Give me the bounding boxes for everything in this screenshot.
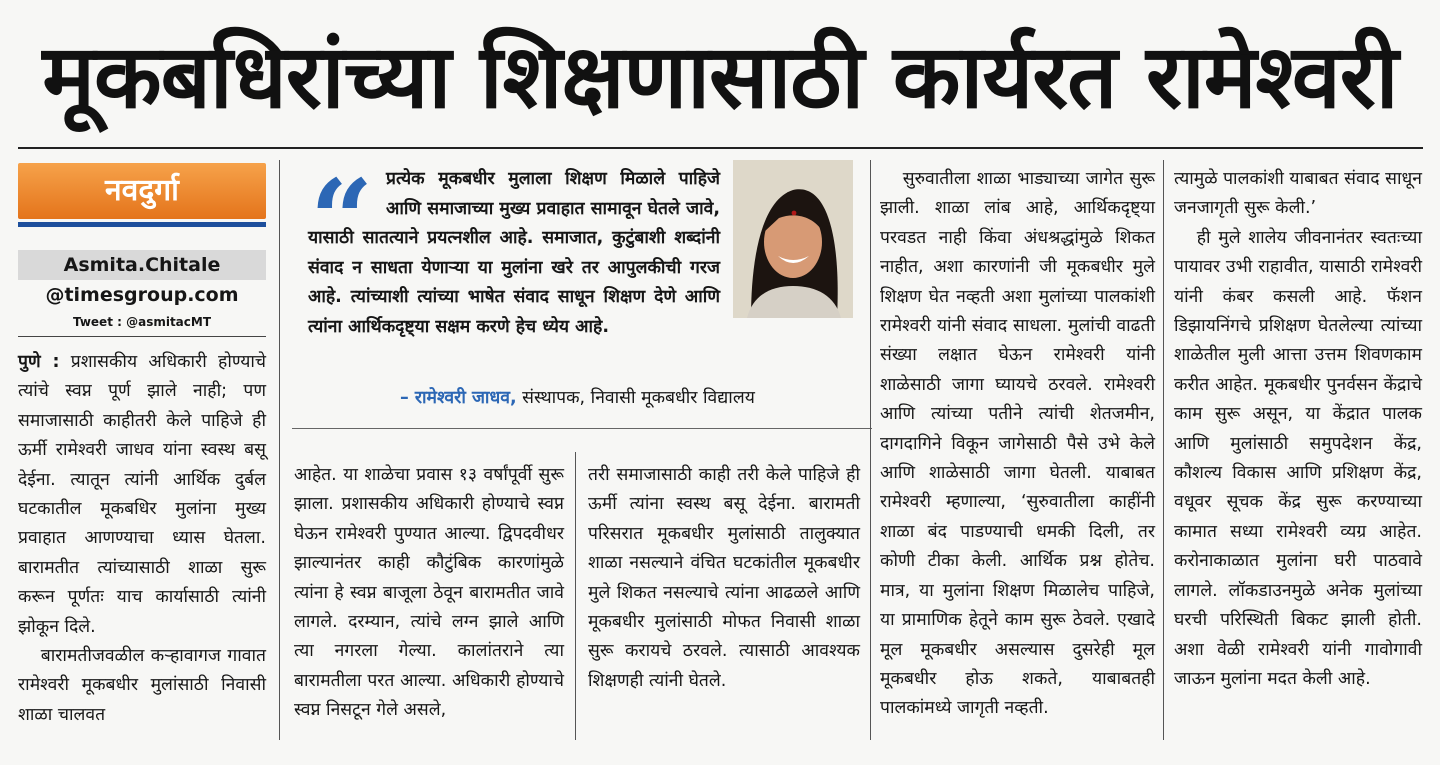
- author-name: Asmita.Chitale: [18, 250, 266, 280]
- paragraph: ही मुले शालेय जीवनानंतर स्वतःच्या पायावर उभी राहावीत, यासाठी रामेश्वरी यांनी कंबर कसली आहे. फॅशन डिझायनिंगचे प्रशिक्षण घेतलेल्या त्यांच्या शाळेतील मुली आत्ता उत्तम शिवणकाम करीत आहेत. मूकबधीर पुनर्वसन केंद्राचे काम सुरू असून, या केंद्रात पालक आणि मुलांसाठी समुपदेशन केंद्र, कौशल्य विकास आणि प्रशिक्षण केंद्र, वधूवर सूचक केंद्र सुरू करण्याच्या कामात सध्या रामेश्वरी व्यग्र आहेत. करोनाकाळात मुलांना घरी पाठवावे लागले. लॉकडाउनमुळे अनेक मुलांच्या घरची परिस्थिती बिकट झाली होती. अशा वेळी रामेश्वरी यांनी गावोगावी जाऊन मुलांना मदत केली आहे.: [1174, 227, 1422, 689]
- section-tag-underline: [18, 222, 266, 227]
- author-email: @timesgroup.com: [45, 284, 239, 306]
- column-3: [588, 461, 860, 696]
- column-4: [880, 165, 1155, 724]
- attribution-role: संस्थापक, निवासी मूकबधीर विद्यालय: [516, 388, 755, 408]
- author-tweet: Tweet : @asmitacMT: [72, 315, 212, 329]
- author-rule: [18, 336, 266, 337]
- paragraph: बारामतीजवळील कऱ्हावागज गावात रामेश्वरी मूकबधीर मुलांसाठी निवासी शाळा चालवत: [18, 646, 266, 725]
- paragraph: त्यामुळे पालकांशी याबाबत संवाद साधून जनजागृती सुरू केली.’: [1174, 169, 1422, 219]
- quote-attribution: [400, 384, 850, 412]
- column-divider: [575, 452, 576, 740]
- column-divider: [1163, 160, 1164, 740]
- dateline: पुणे :: [18, 352, 60, 372]
- column-1: [18, 348, 266, 730]
- headline: मूकबधिरांच्या शिक्षणासाठी कार्यरत रामेश्वरी: [42, 25, 1398, 128]
- section-tag-label: नवदुर्गा: [105, 173, 179, 208]
- column-divider: [870, 160, 871, 740]
- column-2: [294, 461, 564, 726]
- paragraph: आहेत. या शाळेचा प्रवास १३ वर्षांपूर्वी सुरू झाला. प्रशासकीय अधिकारी होण्याचे स्वप्न घेऊन रामेश्वरी पुण्यात आल्या. द्विपदवीधर झाल्यानंतर काही कौटुंबिक कारणांमुळे त्यांना हे स्वप्न बाजूला ठेवून बारामतीत जावे लागले. दरम्यान, त्यांचे लग्न झाले आणि त्या नगरला गेल्या. कालांतराने त्या बारामतीला परत आल्या. अधिकारी होण्याचे स्वप्न निसटून गेले असले,: [294, 465, 564, 721]
- column-divider: [279, 160, 280, 740]
- paragraph: [18, 348, 266, 642]
- column-5: [1174, 165, 1422, 694]
- portrait-photo-image: [733, 160, 853, 318]
- quote-rule: [292, 428, 872, 429]
- attribution-name: – रामेश्वरी जाधव,: [400, 388, 517, 408]
- paragraph-text: प्रशासकीय अधिकारी होण्याचे त्यांचे स्वप्न पूर्ण झाले नाही; पण समाजासाठी काहीतरी केले पाहिजे ही ऊर्मी रामेश्वरी जाधव यांना स्वस्थ बसू देईना. त्यातून त्यांनी आर्थिक दुर्बल घटकातील मूकबधिर मुलांना मुख्य प्रवाहात आणण्याचा ध्यास घेतला. बारामतीत त्यांच्यासाठी शाळा सुरू करून पूर्णतः याच कार्यासाठी त्यांनी झोकून दिले.: [18, 352, 266, 637]
- paragraph: सुरुवातीला शाळा भाड्याच्या जागेत सुरू झाली. शाळा लांब आहे, आर्थिकदृष्ट्या परवडत नाही किंवा अंधश्रद्धांमुळे शिकत नाहीत, अशा कारणांनी जी मूकबधीर मुले शिक्षण घेत नव्हती अशा मुलांच्या पालकांशी रामेश्वरी यांनी संवाद साधला. मुलांची वाढती संख्या लक्षात घेऊन रामेश्वरी यांनी शाळेसाठी जागा घ्यायचे ठरवले. रामेश्वरी आणि त्यांच्या पतीने त्यांची शेतजमीन, दागदागिने विकून जागेसाठी पैसे उभे केले आणि शाळेसाठी जागा घेतली. याबाबत रामेश्वरी म्हणाल्या, ‘सुरुवातीला काहींनी शाळा बंद पाडण्याची धमकी दिली, तर कोणी टीका केली. आर्थिक प्रश्न होतेच. मात्र, या मुलांना शिक्षण मिळालेच पाहिजे, या प्रामाणिक हेतूने काम सुरू ठेवले. एखादे मूल मूकबधीर असल्यास दुसरेही मूल मूकबधीर होऊ शकते, याबाबतही पालकांमध्ये जागृती नव्हती.: [880, 169, 1155, 719]
- headline-rule: [18, 147, 1423, 149]
- quote-mark-icon: “: [310, 155, 374, 284]
- pull-quote: प्रत्येक मूकबधीर मुलाला शिक्षण मिळाले पाहिजे आणि समाजाच्या मुख्य प्रवाहात सामावून घेतले जावे, यासाठी सातत्याने प्रयत्नशील आहे. समाजात, कुटुंबाशी शब्दांनी संवाद न साधता येणाऱ्या या मुलांना खरे तर आपुलकीची गरज आहे. त्यांच्याशी त्यांच्या भाषेत संवाद साधून शिक्षण देणे आणि त्यांना आर्थिकदृष्ट्या सक्षम करणे हेच ध्येय आहे.: [308, 169, 720, 337]
- section-tag: [18, 163, 266, 219]
- portrait-photo: [733, 160, 853, 318]
- paragraph: तरी समाजासाठी काही तरी केले पाहिजे ही ऊर्मी त्यांना स्वस्थ बसू देईना. बारामती परिसरात मूकबधीर मुलांसाठी तालुक्यात शाळा नसल्याने वंचित घटकांतील मूकबधीर मुले शिकत नसल्याचे त्यांना आढळले आणि मूकबधीर मुलांसाठी मोफत निवासी शाळा सुरू करायचे ठरवले. त्यासाठी आवश्यक शिक्षणही त्यांनी घेतले.: [588, 465, 860, 691]
